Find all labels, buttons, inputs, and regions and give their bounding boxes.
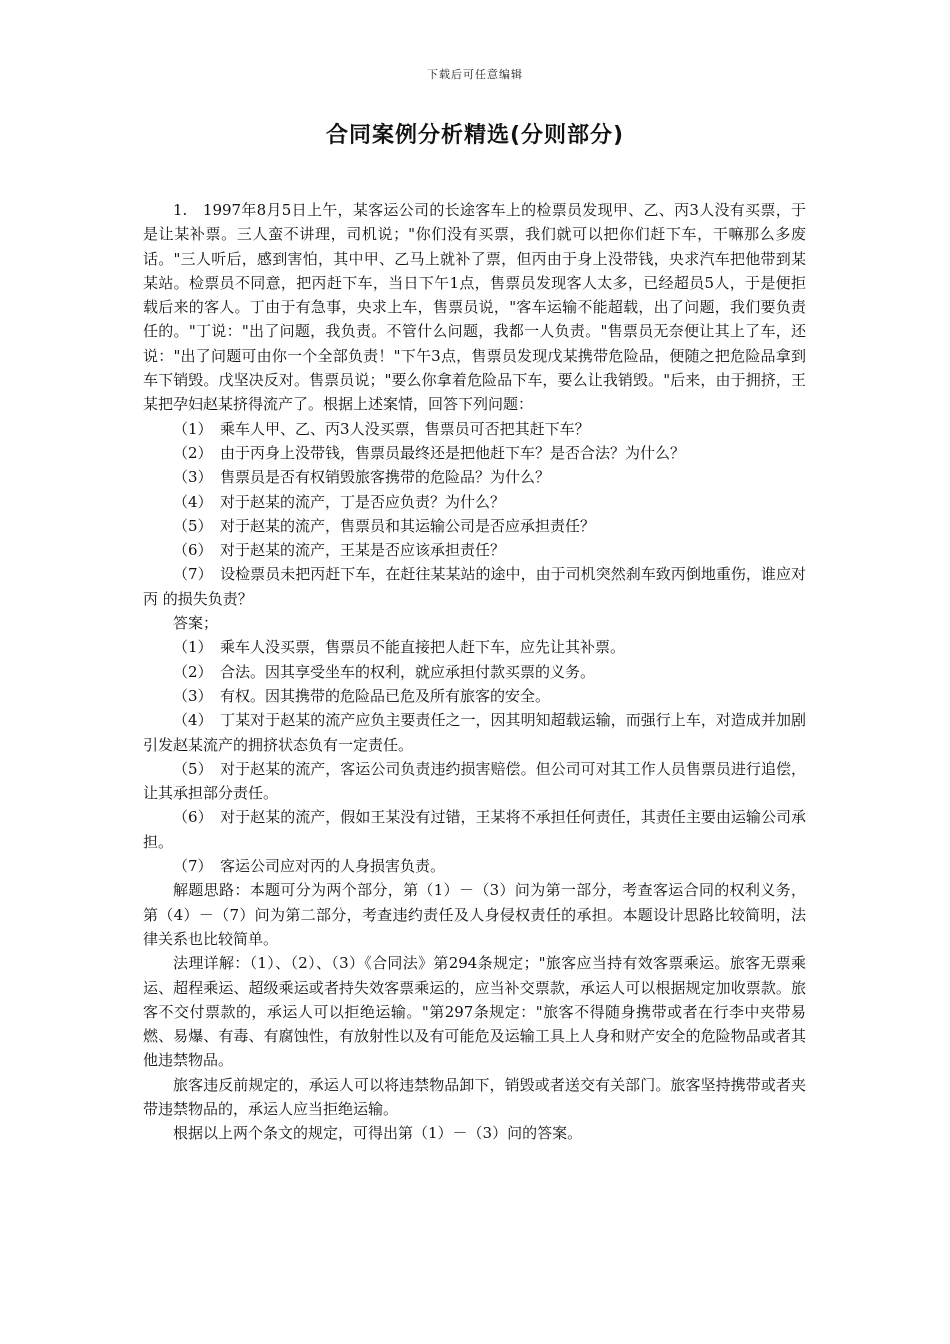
- legal-analysis-paragraph: 法理详解：（1）、（2）、（3）《合同法》第294条规定；"旅客应当持有效客票乘运。旅客无票乘运、超程乘运、超级乘运或者持失效客票乘运的，应当补交票款，承运人可以根据规定加收票款。旅客不交付票款的，承运人可以拒绝运输。"第297条规定："旅客不得随身携带或者在行李中夹带易燃、易爆、有毒、有腐蚀性，有放射性以及有可能危及运输工具上人身和财产安全的危险物品或者其他违禁物品。: [143, 954, 806, 1070]
- answer-1: （1） 乘车人没买票，售票员不能直接把人赶下车，应先让其补票。: [173, 638, 626, 657]
- question-5: （5） 对于赵某的流产，售票员和其运输公司是否应承担责任？: [173, 516, 596, 535]
- question-2: （2） 由于丙身上没带钱，售票员最终还是把他赶下车？是否合法？为什么？: [173, 443, 686, 462]
- answer-7: （7） 客运公司应对丙的人身损害负责。: [173, 857, 446, 876]
- answer-3: （3） 有权。因其携带的危险品已危及所有旅客的安全。: [173, 686, 551, 705]
- answer-heading: 答案；: [173, 614, 219, 633]
- conclusion-paragraph: 根据以上两个条文的规定，可得出第（1）－（3）问的答案。: [173, 1124, 583, 1143]
- header-note: 下载后可任意编辑: [427, 68, 523, 81]
- document-title: 合同案例分析精选(分则部分): [325, 123, 625, 148]
- question-1: （1） 乘车人甲、乙、丙3人没买票，售票员可否把其赶下车？: [173, 419, 590, 438]
- question-3: （3） 售票员是否有权销毁旅客携带的危险品？为什么？: [173, 468, 551, 487]
- solution-approach-paragraph: 解题思路：本题可分为两个部分，第（1）－（3）问为第一部分，考查客运合同的权利义务，第（4）－（7）问为第二部分，考查违约责任及人身侵权责任的承担。本题设计思路比较简明，法律关系也比较简单。: [143, 881, 806, 948]
- answer-5: （5） 对于赵某的流产，客运公司负责违约损害赔偿。但公司可对其工作人员售票员进行追偿，让其承担部分责任。: [143, 759, 806, 803]
- answer-4: （4） 丁某对于赵某的流产应负主要责任之一，因其明知超载运输，而强行上车，对造成并加剧引发赵某流产的拥挤状态负有一定责任。: [143, 711, 806, 754]
- question-6: （6） 对于赵某的流产，王某是否应该承担责任？: [173, 541, 506, 560]
- legal-analysis-continued-paragraph: 旅客违反前规定的，承运人可以将违禁物品卸下，销毁或者送交有关部门。旅客坚持携带或者夹带违禁物品的，承运人应当拒绝运输。: [143, 1075, 806, 1118]
- case-description-paragraph: 1. 1997年8月5日上午，某客运公司的长途客车上的检票员发现甲、乙、丙3人没有买票，于是让某补票。三人蛮不讲理，司机说；"你们没有买票，我们就可以把你们赶下车，干嘛那么多废话。"三人听后，感到害怕，其中甲、乙马上就补了票，但丙由于身上没带钱，央求汽车把他带到某某站。检票员不同意，把丙赶下车，当日下午1点，售票员发现客人太多，已经超员5人，于是便拒载后来的客人。丁由于有急事，央求上车，售票员说，"客车运输不能超载，出了问题，我们要负责任的。"丁说："出了问题，我负责。不管什么问题，我都一人负责。"售票员无奈便让其上了车，还说："出了问题可由你一个全部负责！"下午3点，售票员发现戊某携带危险品，便随之把危险品拿到车下销毁。戊坚决反对。售票员说；"要么你拿着危险品下车，要么让我销毁。"后来，由于拥挤，王某把孕妇赵某挤得流产了。根据上述案情，回答下列问题：: [143, 201, 806, 414]
- answer-6: （6） 对于赵某的流产，假如王某没有过错，王某将不承担任何责任，其责任主要由运输公司承担。: [143, 808, 806, 851]
- answer-2: （2） 合法。因其享受坐车的权利，就应承担付款买票的义务。: [173, 662, 596, 681]
- question-4: （4） 对于赵某的流产，丁是否应负责？为什么？: [173, 492, 506, 511]
- document-body: [143, 198, 806, 1146]
- question-7: （7） 设检票员未把丙赶下车，在赶往某某站的途中，由于司机突然刹车致丙倒地重伤，谁应对丙 的损失负责？: [143, 565, 806, 608]
